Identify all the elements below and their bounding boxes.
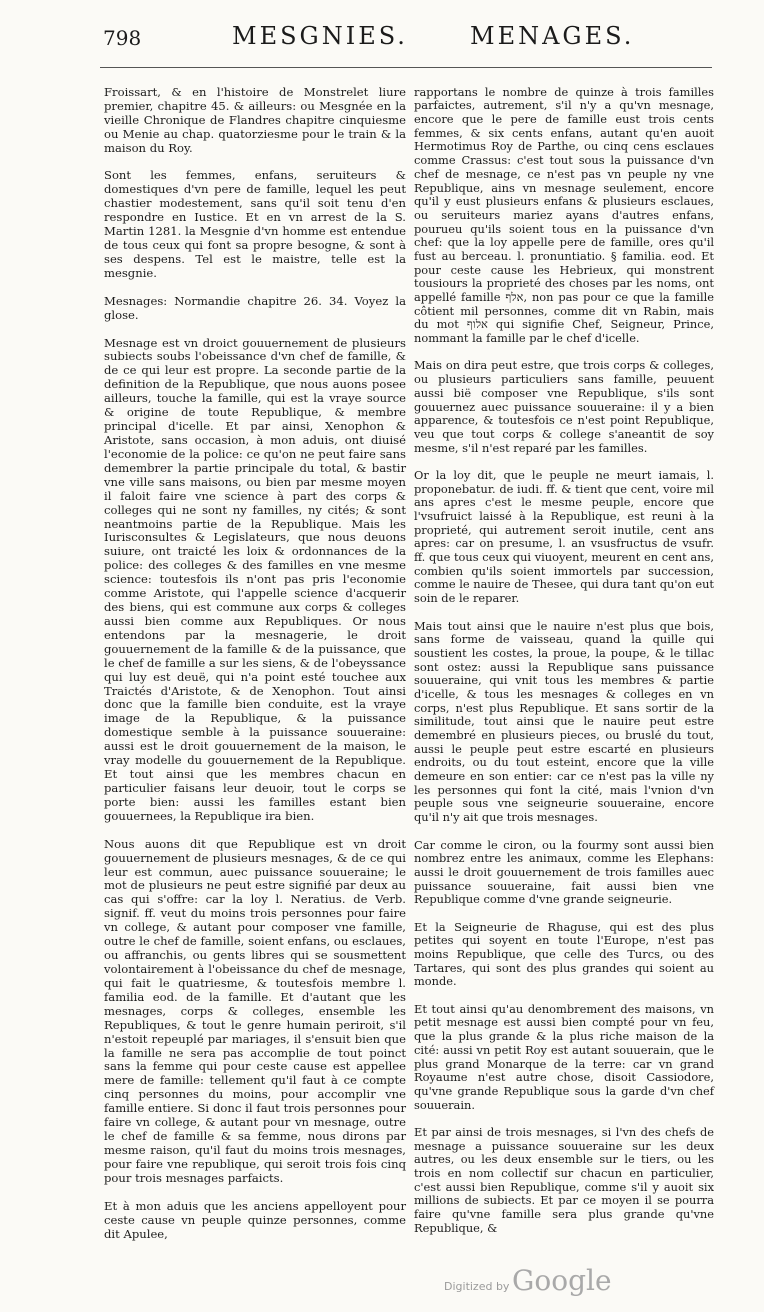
left-column bbox=[104, 72, 406, 1255]
paragraph: Et à mon aduis que les anciens appelloyent pour ceste cause vn peuple quinze personnes, comme dit Apulee, bbox=[104, 1198, 406, 1241]
paragraph: Mesnages: Normandie chapitre 26. 34. Voyez la glose. bbox=[104, 293, 406, 322]
paragraph: Mais tout ainsi que le nauire n'est plus que bois, sans forme de vaisseau, quand la quille qui soustient les costes, la proue, la poupe, & le tillac sont ostez: aussi la Republique sans puissance souueraine, qui vnit tous les membres & partie d'icelle, & tous les mesnages & colleges en vn corps, n'est plus Republique. Et sans sortir de la similitude, tout ainsi que le nauire peut estre demembré en plusieurs pieces, ou bruslé du tout, aussi le peuple peut estre escarté en plusieurs endroits, ou du tout esteint, encore que la ville demeure en son entier: car ce n'est pas la ville ny les personnes qui font la cité, mais l'vnion d'vn peuple sous vne seigneurie souueraine, encore qu'il n'y ait que trois mesnages. bbox=[414, 618, 714, 825]
paragraph: Nous auons dit que Republique est vn droit gouuernement de plusieurs mesnages, & de ce qui leur est commun, auec puissance souueraine; le mot de plusieurs ne peut estre signifié par deux au cas qui s'offre: car la loy l. Neratius. de Verb. signif. ff. veut du moins trois personnes pour faire vn college, & autant pour composer vne famille, outre le chef de famille, soient enfans, ou esclaues, ou affranchis, ou gents libres qui se sousmettent volontairement à l'obeissance du chef de mesnage, qui fait le quatriesme, & toutesfois membre l. familia eod. de la famille. Et d'autant que les mesnages, corps & colleges, ensemble les Republiques, & tout le genre humain periroit, s'il n'estoit repeuplé par mariages, il s'ensuit bien que la famille ne sera pas accomplie de tout poinct sans la femme qui pour ceste cause est appellee mere de famille: tellement qu'il faut à ce compte cinq personnes du moins, pour accomplir vne famille entiere. Si donc il faut trois personnes pour faire vn college, & autant pour vn mesnage, outre le chef de famille & sa femme, nous dirons par mesme raison, qu'il faut du moins trois mesnages, pour faire vne republique, qui seroit trois fois cinq pour trois mesnages parfaicts. bbox=[104, 836, 406, 1185]
paragraph: rapportans le nombre de quinze à trois familles parfaictes, autrement, s'il n'y a qu'vn mesnage, encore que le pere de famille eust trois cents femmes, & six cents enfans, autant qu'en auoit Hermotimus Roy de Parthe, ou cinq cens esclaues comme Crassus: c'est tout sous la puissance d'vn chef de mesnage, ce n'est pas vn peuple ny vne Republique, ains vn mesnage seulement, encore qu'il y eust plusieurs enfans & plusieurs esclaues, ou seruiteurs mariez ayans d'autres enfans, pourueu qu'ils soient tous en la puissance d'vn chef: que la loy appelle pere de famille, ores qu'il fust au berceau. l. pronuntiatio. § familia. eod. Et pour ceste cause les Hebrieux, qui monstrent tousiours la proprieté des choses par les noms, ont appellé famille אלף, non pas pour ce que la famille côtient mil personnes, comme dit vn Rabin, mais du mot אלוף qui signifie Chef, Seigneur, Prince, nommant la famille par le chef d'icelle. bbox=[414, 84, 714, 346]
right-column bbox=[414, 72, 714, 1249]
paragraph: Or la loy dit, que le peuple ne meurt iamais, l. proponebatur. de iudi. ff. & tient que cent, voire mil ans apres c'est le mesme peuple, encore que l'vsufruict laissé à la Republique, est reuni à la proprieté, qui autrement seroit inutile, cent ans apres: car on presume, l. an vsusfructus de vsufr. ff. que tous ceux qui viuoyent, meurent en cent ans, combien qu'ils soient immortels par succession, comme le nauire de Thesee, qui dura tant qu'on eut soin de le reparer. bbox=[414, 467, 714, 606]
paragraph: Mais on dira peut estre, que trois corps & colleges, ou plusieurs particuliers sans famille, peuuent aussi bië composer vne Republique, s'ils sont gouuernez auec puissance souueraine: il y a bien apparence, & toutesfois ce n'est point Republique, veu que tout corps & college s'aneantit de soy mesme, s'il n'est reparé par les familles. bbox=[414, 358, 714, 455]
running-header bbox=[0, 20, 764, 68]
digitized-label: Digitized by bbox=[444, 1280, 510, 1293]
google-logo: Google bbox=[512, 1264, 612, 1297]
running-title-right: MENAGES. bbox=[470, 22, 635, 50]
paragraph: Car comme le ciron, ou la fourmy sont aussi bien nombrez entre les animaux, comme les Elephans: aussi le droit gouuernement de trois familles auec puissance souueraine, fait aussi bien vne Republique comme d'vne grande seigneurie. bbox=[414, 837, 714, 907]
header-rule bbox=[100, 67, 712, 68]
paragraph: Et la Seigneurie de Rhaguse, qui est des plus petites qui soyent en toute l'Europe, n'est pas moins Republique, que celle des Turcs, ou des Tartares, qui sont des plus grandes qui soient au monde. bbox=[414, 919, 714, 989]
paragraph: Sont les femmes, enfans, seruiteurs & domestiques d'vn pere de famille, lequel les peut chastier modestement, sans qu'il soit tenu d'en respondre en Iustice. Et en vn arrest de la S. Martin 1281. la Mesgnie d'vn homme est entendue de tous ceux qui font sa propre besogne, & sont à ses despens. Tel est le maistre, telle est la mesgnie. bbox=[104, 168, 406, 280]
digitized-watermark bbox=[444, 1264, 644, 1300]
running-title-left: MESGNIES. bbox=[232, 22, 408, 50]
page-number: 798 bbox=[103, 26, 142, 50]
paragraph: Froissart, & en l'histoire de Monstrelet liure premier, chapitre 45. & ailleurs: ou Mesgnée en la vieille Chronique de Flandres chapitre cinquiesme ou Menie au chap. quatorziesme pour le train & la maison du Roy. bbox=[104, 84, 406, 155]
paragraph: Mesnage est vn droict gouuernement de plusieurs subiects soubs l'obeissance d'vn chef de famille, & de ce qui leur est propre. La seconde partie de la definition de la Republique, que nous auons posee ailleurs, touche la famille, qui est la vraye source & origine de toute Republique, & membre principal d'icelle. Et par ainsi, Xenophon & Aristote, sans occasion, à mon aduis, ont diuisé l'economie de la police: ce qu'on ne peut faire sans demembrer la partie principale du total, & bastir vne ville sans maisons, ou bien par mesme moyen il faloit faire vne science à part des corps & colleges qui ne sont ny familles, ny cités; & sont neantmoins partie de la Republique. Mais les Iurisconsultes & Legislateurs, que nous deuons suiure, ont traicté les loix & ordonnances de la police: des colleges & des familles en vne mesme science: toutesfois ils n'ont pas pris l'economie comme Aristote, qui l'appelle science d'acquerir des biens, qui est commune aux corps & colleges aussi bien comme aux Republiques. Or nous entendons par la mesnagerie, le droit gouuernement de la famille & de la puissance, que le chef de famille a sur les siens, & de l'obeyssance qui luy est deuë, qui n'a point esté touchee aux Traictés d'Aristote, & de Xenophon. Tout ainsi donc que la famille bien conduite, est la vraye image de la Republique, & la puissance domestique semble à la puissance souueraine: aussi est le droit gouuernement de la maison, le vray modelle du gouuernement de la Republique. Et tout ainsi que les membres chacun en particulier faisans leur deuoir, tout le corps se porte bien: aussi les familles estant bien gouuernees, la Republique ira bien. bbox=[104, 335, 406, 823]
paragraph: Et tout ainsi qu'au denombrement des maisons, vn petit mesnage est aussi bien compté pour vn feu, que la plus grande & la plus riche maison de la cité: aussi vn petit Roy est autant souuerain, que le plus grand Monarque de la terre: car vn grand Royaume n'est autre chose, disoit Cassiodore, qu'vne grande Republique sous la garde d'vn chef souuerain. bbox=[414, 1001, 714, 1112]
paragraph: Et par ainsi de trois mesnages, si l'vn des chefs de mesnage a puissance souueraine sur les deux autres, ou les deux ensemble sur le tiers, ou les trois en nom collectif sur chacun en particulier, c'est aussi bien Republique, comme s'il y auoit six millions de subiects. Et par ce moyen il se pourra faire qu'vne famille sera plus grande qu'vne Republique, & bbox=[414, 1124, 714, 1235]
